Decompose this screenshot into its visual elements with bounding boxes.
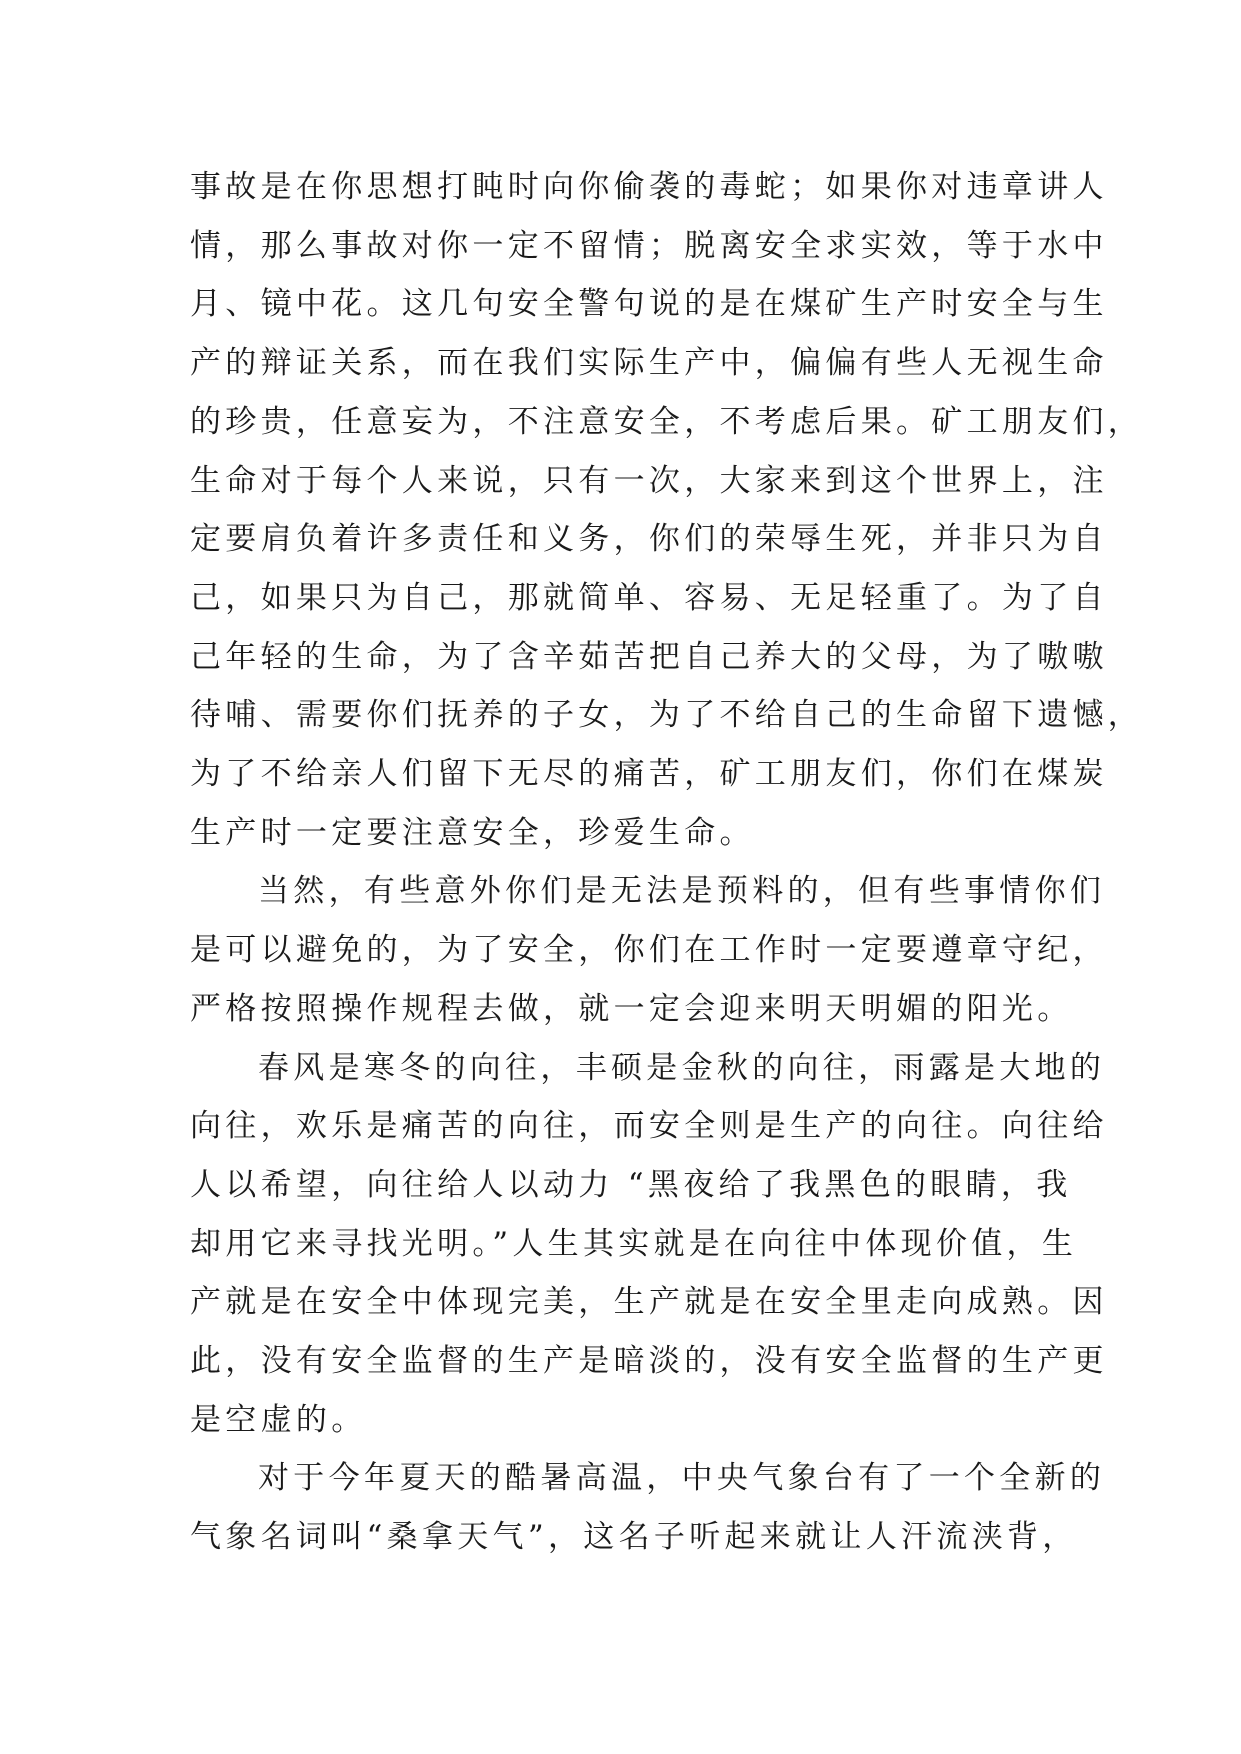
text-line: 产就是在安全中体现完美，生产就是在安全里走向成熟。因 — [190, 1284, 1108, 1321]
text-line: 事故是在你思想打盹时向你偷袭的毒蛇；如果你对违章讲人 — [190, 169, 1108, 205]
text-line: 定要肩负着许多责任和义务，你们的荣辱生死，并非只为自 — [190, 521, 1108, 558]
text-line: 是空虚的。 — [190, 1401, 367, 1438]
text-line: 生产时一定要注意安全，珍爱生命。 — [190, 814, 755, 851]
paragraph-3 — [190, 1039, 1108, 1450]
text-line: 己年轻的生命，为了含辛茹苦把自己养大的父母，为了嗷嗷 — [190, 638, 1108, 675]
text-line: 为了不给亲人们留下无尽的痛苦，矿工朋友们，你们在煤炭 — [190, 756, 1108, 793]
text-line: 生命对于每个人来说，只有一次，大家来到这个世界上，注 — [190, 462, 1108, 499]
text-line: 的珍贵，任意妄为，不注意安全，不考虑后果。矿工朋友们， — [190, 403, 1144, 440]
paragraph-2 — [190, 862, 1108, 1038]
document-body — [190, 158, 1144, 1567]
text-line: 月、镜中花。这几句安全警句说的是在煤矿生产时安全与生 — [190, 286, 1108, 323]
text-line: 当然，有些意外你们是无法是预料的，但有些事情你们 — [258, 873, 1106, 910]
text-line: 此，没有安全监督的生产是暗淡的，没有安全监督的生产更 — [190, 1343, 1108, 1380]
text-line: 向往，欢乐是痛苦的向往，而安全则是生产的向往。向往给 — [190, 1108, 1108, 1145]
text-line: 待哺、需要你们抚养的子女，为了不给自己的生命留下遗憾， — [190, 697, 1144, 734]
paragraph-4 — [190, 1449, 1106, 1566]
text-line: 对于今年夏天的酷暑高温，中央气象台有了一个全新的 — [258, 1460, 1106, 1497]
text-line: 是可以避免的，为了安全，你们在工作时一定要遵章守纪， — [190, 932, 1108, 969]
paragraph-1 — [190, 158, 1144, 862]
text-line: 春风是寒冬的向往，丰硕是金秋的向往，雨露是大地的 — [258, 1049, 1106, 1086]
text-line: 产的辩证关系，而在我们实际生产中，偏偏有些人无视生命 — [190, 345, 1108, 382]
text-line: 却用它来寻找光明。”人生其实就是在向往中体现价值，生 — [190, 1225, 1078, 1262]
text-line: 己，如果只为自己，那就简单、容易、无足轻重了。为了自 — [190, 579, 1108, 616]
text-line: 气象名词叫“桑拿天气”，这名子听起来就让人汗流浃背， — [190, 1519, 1078, 1556]
text-line: 人以希望，向往给人以动力 “黑夜给了我黑色的眼睛，我 — [190, 1166, 1072, 1203]
text-line: 严格按照操作规程去做，就一定会迎来明天明媚的阳光。 — [190, 990, 1073, 1027]
text-line: 情，那么事故对你一定不留情；脱离安全求实效，等于水中 — [190, 227, 1108, 264]
